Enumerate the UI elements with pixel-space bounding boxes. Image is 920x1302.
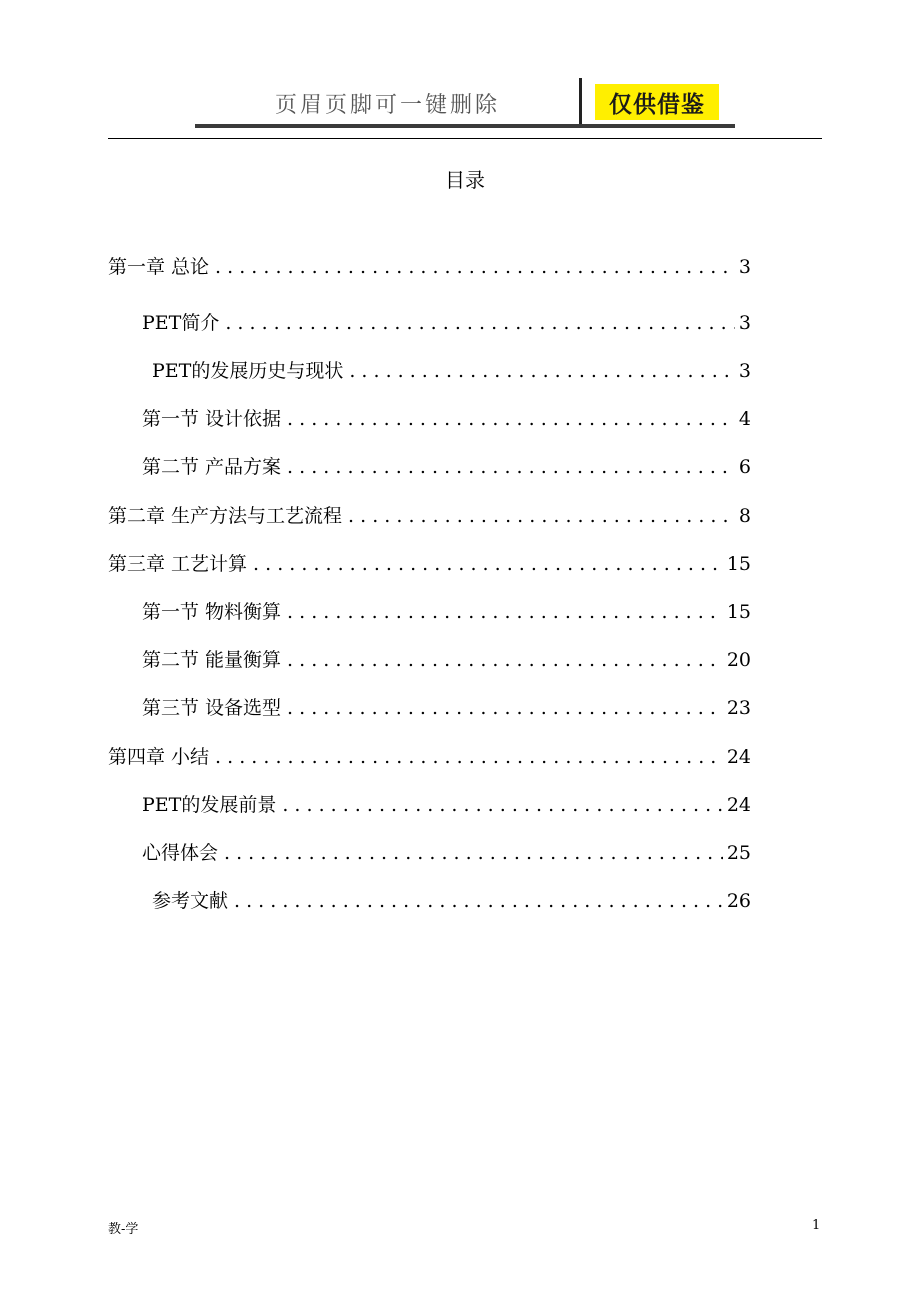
toc-entry-page: 24 (726, 794, 751, 816)
toc-entry-page: 23 (726, 697, 751, 719)
toc-entry-page: 6 (738, 456, 751, 478)
toc-leader-dots (287, 645, 723, 675)
toc-entry-label: 第三节 设备选型 (142, 697, 282, 719)
toc-entry[interactable] (108, 252, 751, 282)
toc-entry-label: 第二节 能量衡算 (142, 649, 282, 671)
header-banner-text: 页眉页脚可一键删除 (275, 93, 501, 118)
toc-entry-page: 3 (738, 312, 751, 334)
toc-entry-page: 4 (738, 408, 751, 430)
toc-leader-dots (234, 886, 723, 916)
toc-leader-dots (282, 790, 722, 820)
toc-leader-dots (287, 693, 723, 723)
footer-text: 教-学 (108, 1222, 139, 1237)
toc-leader-dots (225, 308, 735, 338)
toc-entry[interactable] (142, 645, 751, 675)
toc-leader-dots (253, 549, 723, 579)
header-rule (108, 138, 822, 139)
toc-entry[interactable] (142, 452, 751, 482)
toc-entry-page: 15 (726, 553, 751, 575)
toc-entry[interactable] (108, 742, 751, 772)
toc-entry[interactable] (142, 790, 751, 820)
toc-entry-page: 24 (726, 746, 751, 768)
toc-leader-dots (215, 252, 735, 282)
toc-entry[interactable] (142, 597, 751, 627)
toc-entry-label: 第一节 物料衡算 (142, 601, 282, 623)
toc-entry-page: 3 (738, 256, 751, 278)
toc-entry[interactable] (108, 501, 751, 531)
toc-entry-label: 心得体会 (142, 842, 219, 864)
toc-entry-label: 参考文献 (152, 890, 229, 912)
toc-entry-page: 20 (726, 649, 751, 671)
toc-leader-dots (348, 501, 735, 531)
toc-entry-label: 第二章 生产方法与工艺流程 (108, 505, 343, 527)
toc-entry[interactable] (142, 838, 751, 868)
header-banner (195, 74, 735, 130)
toc-entry[interactable] (152, 356, 751, 386)
toc-entry-page: 26 (726, 890, 751, 912)
toc-entry[interactable] (142, 308, 751, 338)
toc-entry-page: 3 (738, 360, 751, 382)
toc-leader-dots (287, 452, 735, 482)
header-stamp (595, 84, 719, 120)
footer-page-number: 1 (812, 1218, 821, 1233)
toc-entry[interactable] (142, 693, 751, 723)
toc-entry-label: 第一章 总论 (108, 256, 210, 278)
toc-leader-dots (215, 742, 723, 772)
header-banner-divider (579, 78, 582, 128)
toc-entry-label: PET的发展前景 (142, 794, 277, 816)
toc-entry-page: 15 (726, 601, 751, 623)
toc-entry-label: PET的发展历史与现状 (152, 360, 344, 382)
header-banner-underline (195, 124, 735, 128)
toc-entry-label: PET简介 (142, 312, 220, 334)
toc-entry-label: 第一节 设计依据 (142, 408, 282, 430)
header-stamp-text: 仅供借鉴 (609, 91, 705, 118)
toc-entry[interactable] (142, 404, 751, 434)
toc-leader-dots (349, 356, 735, 386)
toc-entry-label: 第二节 产品方案 (142, 456, 282, 478)
toc-entry-page: 25 (726, 842, 751, 864)
toc-entry-page: 8 (738, 505, 751, 527)
toc-entry[interactable] (152, 886, 751, 916)
toc-entry-label: 第三章 工艺计算 (108, 553, 248, 575)
toc-leader-dots (287, 597, 723, 627)
toc-title: 目录 (445, 168, 485, 192)
toc-leader-dots (287, 404, 735, 434)
toc-entry-label: 第四章 小结 (108, 746, 210, 768)
toc-leader-dots (224, 838, 723, 868)
toc-entry[interactable] (108, 549, 751, 579)
